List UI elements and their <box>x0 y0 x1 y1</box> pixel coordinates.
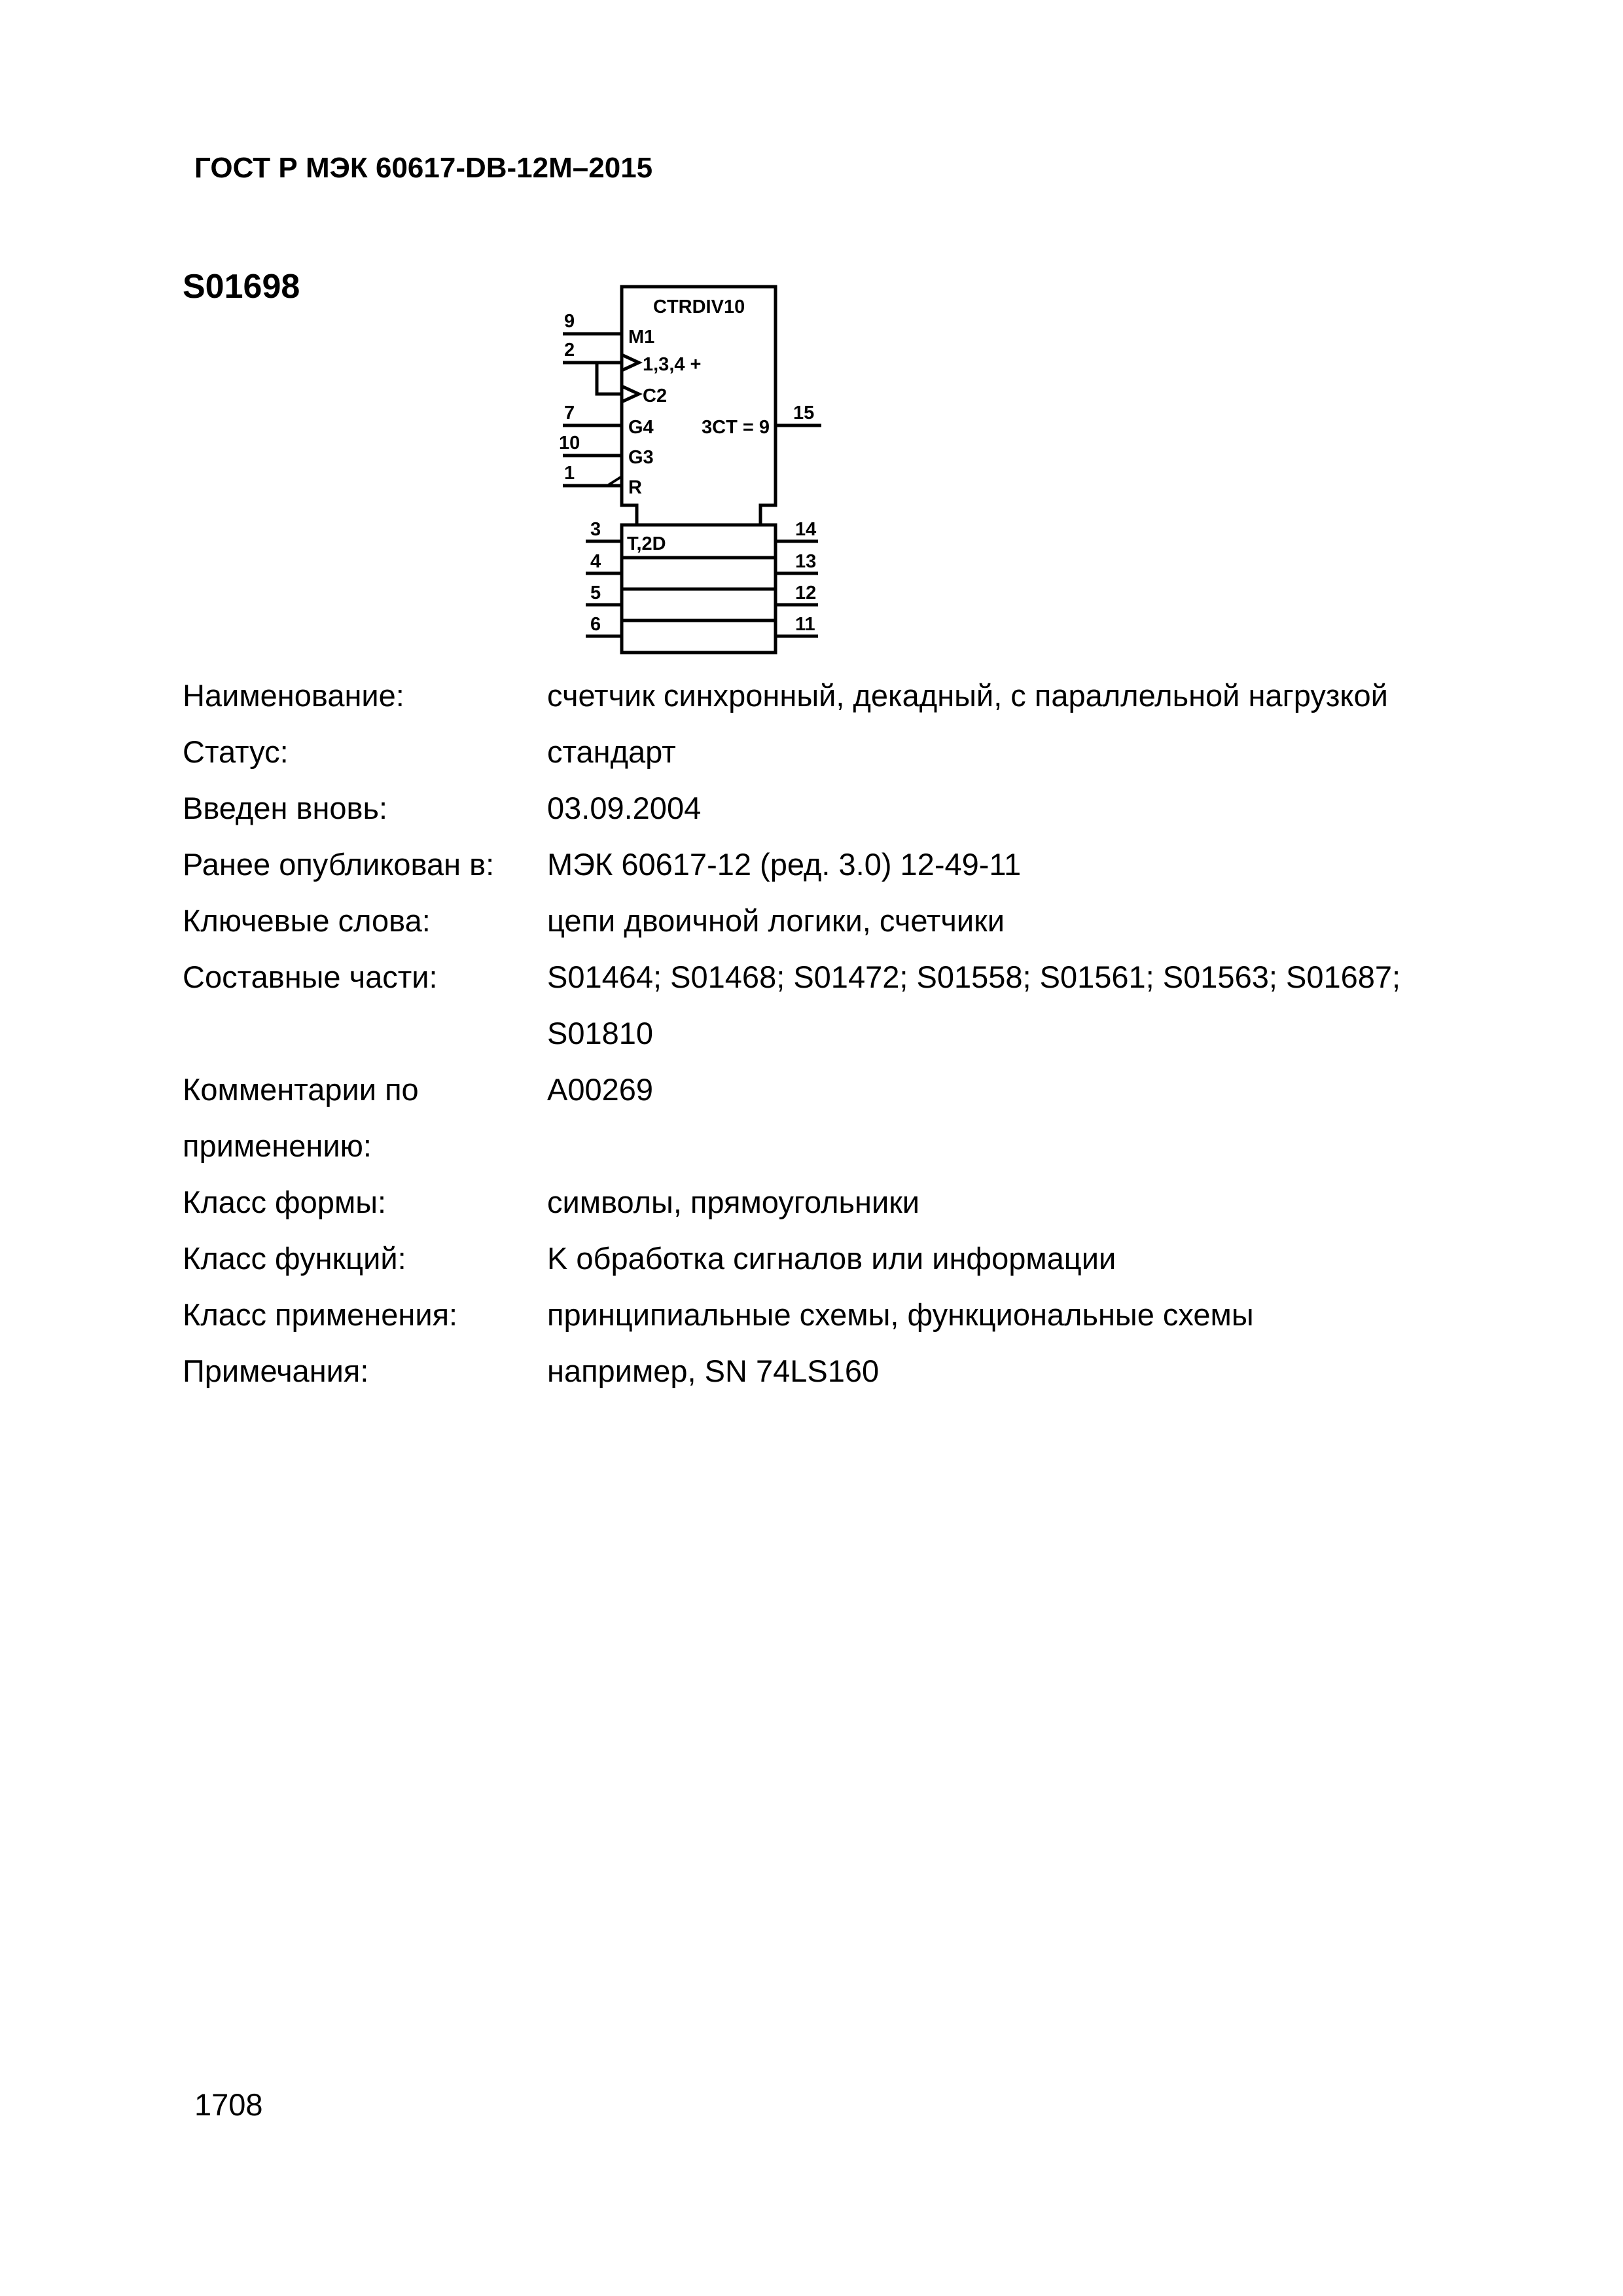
property-value: 03.09.2004 <box>547 791 702 825</box>
property-row-function-class <box>183 1230 1476 1287</box>
property-value: МЭК 60617-12 (ред. 3.0) 12-49-11 <box>547 847 1022 882</box>
property-label: Ранее опубликован в: <box>183 847 495 882</box>
property-value: S01464; S01468; S01472; S01558; S01561; S01563; S01687; S01810 <box>547 960 1401 1050</box>
property-label: Класс формы: <box>183 1185 387 1219</box>
property-row-keywords <box>183 893 1476 949</box>
pin-11: 11 <box>795 614 815 635</box>
pin-15: 15 <box>793 403 815 423</box>
property-label: Ключевые слова: <box>183 903 431 938</box>
property-value: счетчик синхронный, декадный, с параллельной нагрузкой <box>547 678 1388 713</box>
symbol-id: S01698 <box>183 268 300 306</box>
property-value: принципиальные схемы, функциональные схемы <box>547 1297 1254 1332</box>
property-label: Примечания: <box>183 1354 369 1388</box>
property-row-application-notes <box>183 1062 1476 1174</box>
property-row-name <box>183 668 1476 724</box>
input-label-c2: C2 <box>643 386 668 406</box>
property-row-components <box>183 949 1476 1062</box>
page-number: 1708 <box>194 2087 263 2122</box>
property-value: стандарт <box>547 734 676 769</box>
pin-4: 4 <box>590 551 601 572</box>
input-label-g4: G4 <box>628 417 654 438</box>
property-value: например, SN 74LS160 <box>547 1354 880 1388</box>
pin-13: 13 <box>795 551 817 572</box>
property-label: Составные части: <box>183 960 438 994</box>
pin-14: 14 <box>795 519 817 540</box>
property-row-introduced <box>183 780 1476 836</box>
data-label: T,2D <box>627 533 666 554</box>
pin-12: 12 <box>795 583 817 603</box>
pin-6: 6 <box>590 614 601 635</box>
block-title: CTRDIV10 <box>653 296 745 317</box>
property-value: K обработка сигналов или информации <box>547 1241 1116 1276</box>
property-label: Статус: <box>183 734 289 769</box>
property-label: Класс функций: <box>183 1241 406 1276</box>
pin-1: 1 <box>564 463 575 484</box>
property-label: Комментарии по применению: <box>183 1072 419 1163</box>
property-row-shape-class <box>183 1174 1476 1230</box>
property-value: A00269 <box>547 1072 654 1107</box>
clock-branch <box>597 363 622 394</box>
input-label-count: 1,3,4 + <box>643 354 702 375</box>
input-label-m1: M1 <box>628 327 655 348</box>
input-label-g3: G3 <box>628 447 654 468</box>
property-row-notes <box>183 1343 1476 1399</box>
document-header: ГОСТ Р МЭК 60617-DB-12M–2015 <box>194 152 653 184</box>
property-label: Введен вновь: <box>183 791 388 825</box>
property-value: символы, прямоугольники <box>547 1185 920 1219</box>
pin-3: 3 <box>590 519 601 540</box>
pin-10: 10 <box>559 433 580 454</box>
property-value: цепи двоичной логики, счетчики <box>547 903 1005 938</box>
counter-symbol-diagram <box>550 281 864 661</box>
pin-7: 7 <box>564 403 575 423</box>
property-row-application-class <box>183 1287 1476 1343</box>
output-label: 3CT = 9 <box>702 417 770 438</box>
pin-5: 5 <box>590 583 601 603</box>
pin-2: 2 <box>564 340 575 361</box>
property-label: Класс применения: <box>183 1297 458 1332</box>
property-label: Наименование: <box>183 678 404 713</box>
properties-table <box>183 668 1476 1399</box>
property-row-status <box>183 724 1476 780</box>
pin-9: 9 <box>564 311 575 332</box>
input-label-r: R <box>628 477 642 498</box>
property-row-published-in <box>183 836 1476 893</box>
